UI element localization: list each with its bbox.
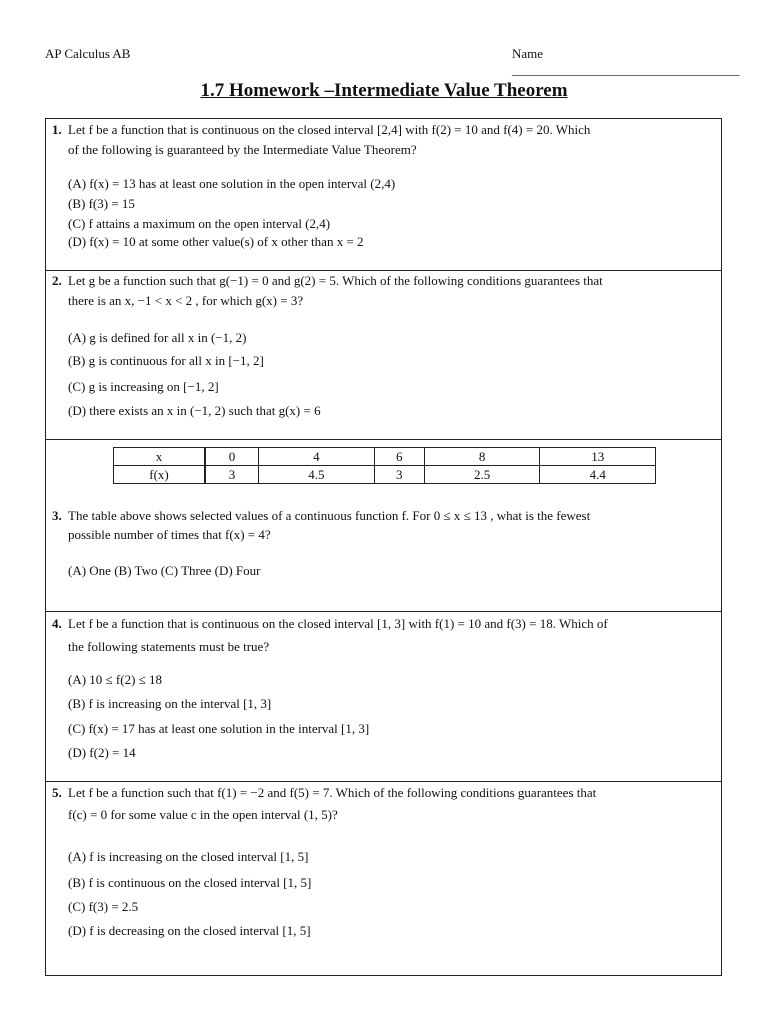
table-cell: 4.4: [540, 466, 656, 484]
question-stem: of the following is guaranteed by the Intermediate Value Theorem?: [68, 142, 417, 157]
table-cell: 3: [205, 466, 259, 484]
question-number: 5.: [52, 785, 62, 800]
question-number: 2.: [52, 273, 62, 288]
table-header-cell: f(x): [114, 466, 206, 484]
answer-choice-d: (D) f(x) = 10 at some other value(s) of x other than x = 2: [68, 234, 364, 249]
answer-choice-c: (C) g is increasing on [−1, 2]: [68, 379, 219, 394]
question-number: 4.: [52, 616, 62, 631]
answer-choice-a: (A) f(x) = 13 has at least one solution in the open interval (2,4): [68, 176, 396, 191]
answer-choice-c: (C) f(x) = 17 has at least one solution in the interval [1, 3]: [68, 721, 370, 736]
question-stem: there is an x, −1 < x < 2 , for which g(x) = 3?: [68, 293, 304, 308]
table-cell: 13: [540, 448, 656, 466]
question-stem: The table above shows selected values of a continuous function f. For 0 ≤ x ≤ 13 , what is the fewest: [68, 508, 591, 523]
answer-choice-a: (A) 10 ≤ f(2) ≤ 18: [68, 672, 163, 687]
answer-choice-d: (D) there exists an x in (−1, 2) such that g(x) = 6: [68, 403, 321, 418]
question-3: [46, 440, 721, 612]
table-cell: 8: [424, 448, 540, 466]
table-header-cell: x: [114, 448, 206, 466]
answer-choice-b: (B) f is continuous on the closed interval [1, 5]: [68, 875, 312, 890]
answer-choice-a: (A) f is increasing on the closed interval [1, 5]: [68, 849, 309, 864]
question-stem: Let f be a function that is continuous on the closed interval [1, 3] with f(1) = 10 and f(3) = 18. Which of: [68, 616, 608, 631]
table-cell: 0: [205, 448, 259, 466]
answer-choice-c: (C) f(3) = 2.5: [68, 899, 139, 914]
question-number: 1.: [52, 122, 62, 137]
answer-choice-b: (B) f(3) = 15: [68, 196, 135, 211]
table-cell: 6: [374, 448, 424, 466]
table-cell: 3: [374, 466, 424, 484]
question-number: 3.: [52, 508, 62, 523]
question-stem: possible number of times that f(x) = 4?: [68, 527, 271, 542]
answer-choice-c: (C) f attains a maximum on the open interval (2,4): [68, 216, 331, 231]
answer-choice-b: (B) f is increasing on the interval [1, 3]: [68, 696, 272, 711]
table-cell: 2.5: [424, 466, 540, 484]
table-cell: 4.5: [259, 466, 375, 484]
question-1: [46, 119, 721, 271]
answer-choice-a: (A) g is defined for all x in (−1, 2): [68, 330, 247, 345]
name-field: Name ___________________________________: [512, 46, 740, 77]
answer-choice-d: (D) f is decreasing on the closed interval [1, 5]: [68, 923, 311, 938]
question-stem: Let f be a function that is continuous on the closed interval [2,4] with f(2) = 10 and f(4) = 20. Which: [68, 122, 591, 137]
table-row: [114, 466, 656, 484]
question-5: [46, 782, 721, 975]
question-stem: the following statements must be true?: [68, 639, 270, 654]
question-sheet: [45, 118, 722, 976]
question-stem: Let g be a function such that g(−1) = 0 and g(2) = 5. Which of the following conditions guarantees that: [68, 273, 603, 288]
table-row: [114, 448, 656, 466]
question-stem: f(c) = 0 for some value c in the open interval (1, 5)?: [68, 807, 338, 822]
question-stem: Let f be a function such that f(1) = −2 and f(5) = 7. Which of the following conditions guarantees that: [68, 785, 597, 800]
answer-choice-b: (B) g is continuous for all x in [−1, 2]: [68, 353, 264, 368]
answer-choices: (A) One (B) Two (C) Three (D) Four: [68, 563, 261, 578]
table-cell: 4: [259, 448, 375, 466]
question-4: [46, 612, 721, 782]
page-title: 1.7 Homework –Intermediate Value Theorem: [200, 80, 568, 101]
answer-choice-d: (D) f(2) = 14: [68, 745, 136, 760]
question-2: [46, 271, 721, 440]
values-table: [113, 447, 656, 484]
course-label: AP Calculus AB: [45, 46, 131, 61]
